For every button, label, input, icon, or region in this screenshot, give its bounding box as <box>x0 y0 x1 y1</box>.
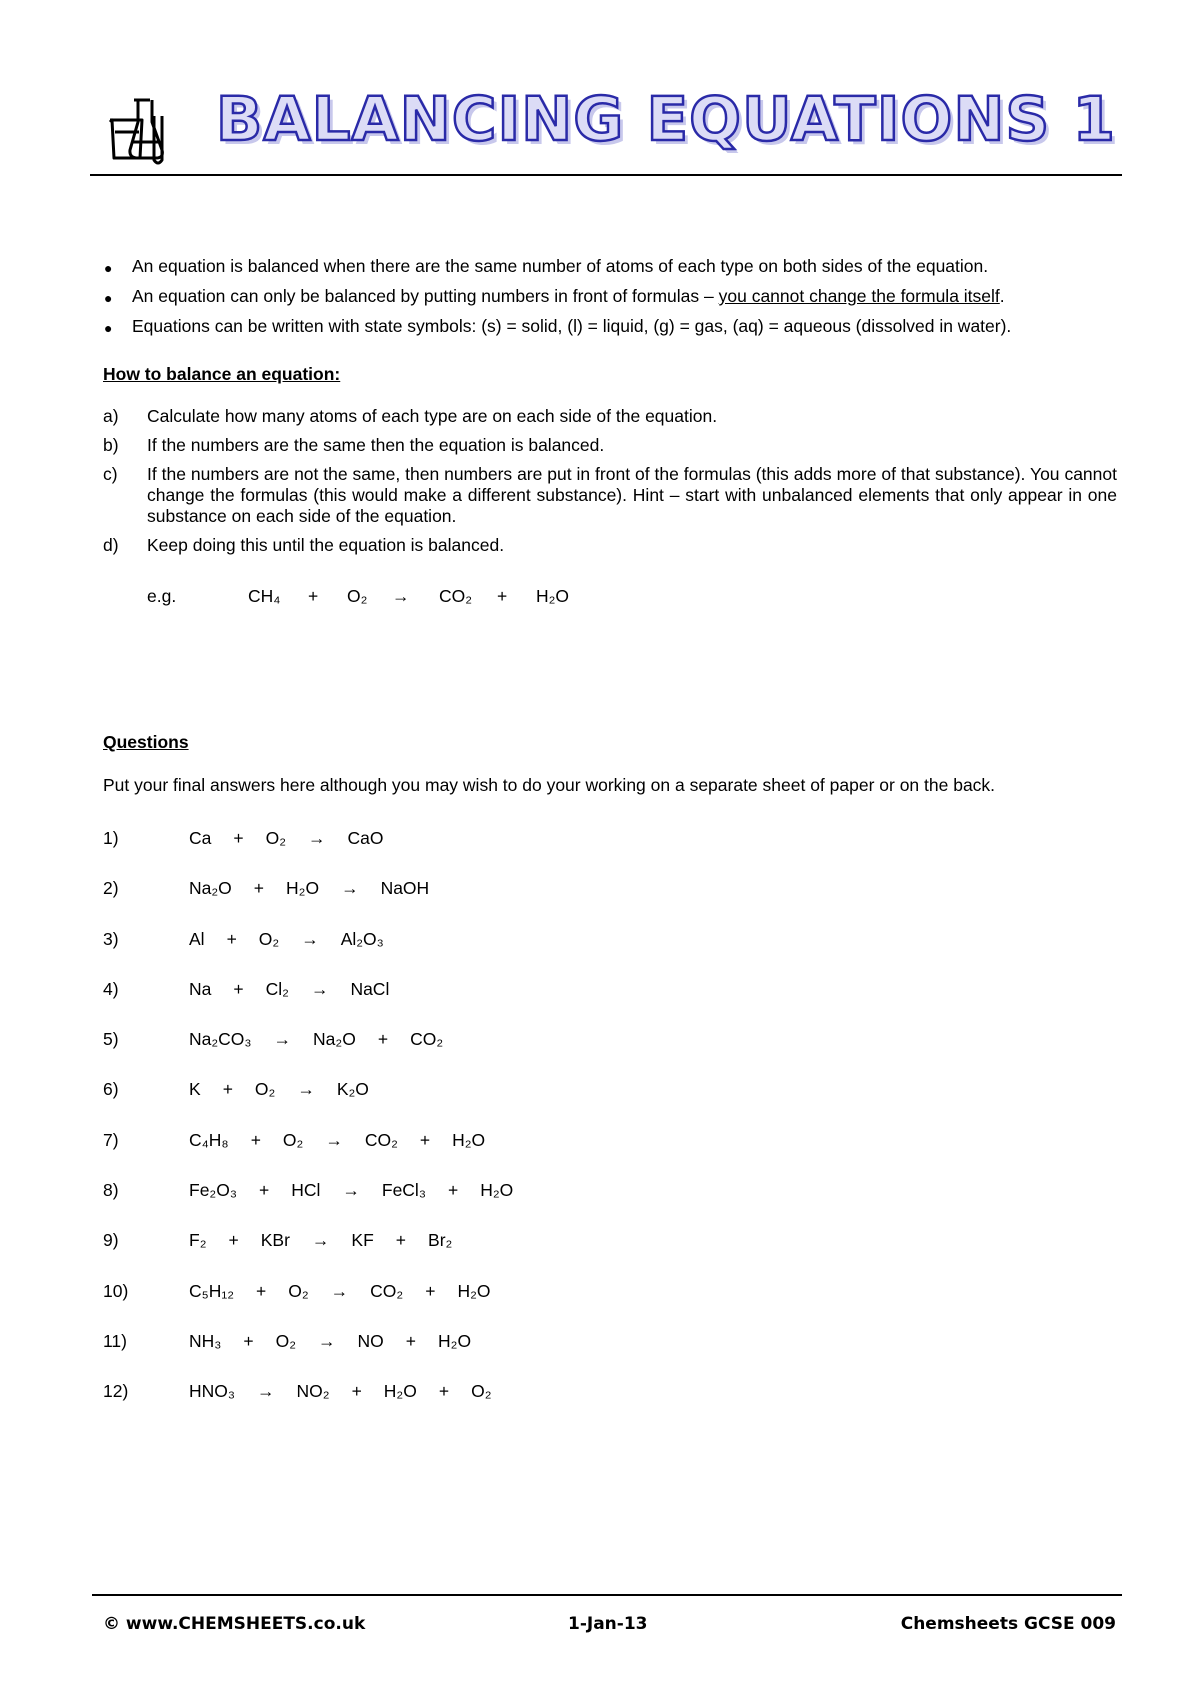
question-item <box>103 1130 803 1180</box>
formula-term: C₄H₈ <box>189 1129 229 1150</box>
formula-term: O₂ <box>258 928 280 949</box>
bullet-text-end: . <box>999 286 1005 306</box>
footer-date: 1-Jan-13 <box>568 1614 648 1634</box>
formula-term: H₂O <box>286 878 320 899</box>
reaction-arrow-icon: → <box>341 878 359 899</box>
reaction-arrow-icon: → <box>342 1180 360 1201</box>
formula-term: F₂ <box>189 1230 207 1251</box>
footer-divider <box>92 1594 1122 1596</box>
question-equation <box>189 1381 513 1402</box>
question-equation <box>189 828 406 849</box>
formula-term: NaCl <box>350 978 390 999</box>
formula-term: CO₂ <box>364 1129 398 1150</box>
formula-term: Na₂CO₃ <box>189 1029 252 1050</box>
question-number: 4) <box>103 978 119 999</box>
plus-sign: + <box>258 1180 270 1201</box>
formula-term: FeCl₃ <box>381 1180 426 1201</box>
plus-sign: + <box>447 1180 459 1201</box>
question-item <box>103 1180 803 1230</box>
reaction-arrow-icon: → <box>257 1381 275 1402</box>
example-term: + <box>497 586 508 606</box>
formula-term: NaOH <box>380 878 430 899</box>
how-to-steps <box>103 406 1117 564</box>
plus-sign: + <box>250 1129 261 1150</box>
formula-term: O₂ <box>282 1129 304 1150</box>
step-text: Keep doing this until the equation is balanced. <box>147 535 505 555</box>
question-number: 5) <box>103 1029 119 1050</box>
question-number: 8) <box>103 1180 119 1201</box>
questions-intro: Put your final answers here although you may wish to do your working on a separate sheet of paper or on the back. <box>103 775 996 795</box>
formula-term: NH₃ <box>189 1330 222 1351</box>
bullet-dot-icon: ● <box>104 320 113 336</box>
how-to-heading: How to balance an equation: <box>103 364 341 384</box>
formula-term: Al <box>189 928 205 949</box>
question-number: 2) <box>103 878 119 899</box>
step-letter: a) <box>103 406 119 426</box>
question-equation <box>189 1029 465 1050</box>
plus-sign: + <box>438 1381 450 1402</box>
formula-term: NO₂ <box>296 1381 330 1402</box>
example-term: O₂ <box>347 586 368 606</box>
formula-term: CO₂ <box>410 1029 444 1050</box>
formula-term: Na₂O <box>313 1029 356 1050</box>
question-item <box>103 1381 803 1431</box>
plus-sign: + <box>395 1230 407 1251</box>
plus-sign: + <box>228 1230 239 1251</box>
header-divider <box>90 174 1122 176</box>
plus-sign: + <box>405 1330 417 1351</box>
plus-sign: + <box>419 1129 431 1150</box>
formula-term: H₂O <box>383 1381 417 1402</box>
question-equation <box>189 1079 391 1100</box>
bullet-item <box>100 314 1120 344</box>
reaction-arrow-icon: → <box>273 1029 292 1050</box>
question-equation <box>189 929 406 950</box>
formula-term: H₂O <box>438 1330 472 1351</box>
example-term: CH₄ <box>248 586 281 606</box>
intro-bullet-list <box>100 254 1120 344</box>
question-equation <box>189 1281 513 1302</box>
formula-term: H₂O <box>452 1129 486 1150</box>
question-number: 7) <box>103 1129 119 1150</box>
question-equation <box>189 979 411 1000</box>
question-item <box>103 929 803 979</box>
plus-sign: + <box>351 1381 362 1402</box>
bullet-underlined-text: you cannot change the formula itself <box>718 286 1000 306</box>
bullet-text: An equation is balanced when there are the same number of atoms of each type on both sides of the equation. <box>132 256 989 276</box>
question-equation <box>189 1180 535 1201</box>
formula-term: NO <box>357 1330 384 1351</box>
example-label: e.g. <box>147 586 177 606</box>
formula-term: C₅H₁₂ <box>189 1280 235 1301</box>
plus-sign: + <box>243 1330 254 1351</box>
plus-sign: + <box>222 1079 233 1100</box>
question-equation <box>189 1130 507 1151</box>
formula-term: Ca <box>189 828 212 848</box>
question-item <box>103 1079 803 1129</box>
formula-term: Na <box>189 978 212 999</box>
question-number: 3) <box>103 928 119 949</box>
formula-term: Fe₂O₃ <box>189 1180 237 1201</box>
formula-term: HCl <box>291 1180 321 1201</box>
step-item <box>103 535 1117 556</box>
step-item <box>103 435 1117 456</box>
question-equation <box>189 878 451 899</box>
question-item <box>103 828 803 878</box>
bullet-dot-icon: ● <box>104 260 113 276</box>
bullet-item <box>100 254 1120 284</box>
bullet-text: An equation can only be balanced by putting numbers in front of formulas – <box>132 286 719 306</box>
question-item <box>103 979 803 1029</box>
formula-term: O₂ <box>265 828 287 848</box>
formula-term: H₂O <box>480 1180 514 1201</box>
step-item <box>103 464 1117 527</box>
reaction-arrow-icon: → <box>308 828 326 848</box>
bullet-item <box>100 284 1120 314</box>
formula-term: Al₂O₃ <box>340 928 384 949</box>
bullet-text: Equations can be written with state symbols: (s) = solid, (l) = liquid, (g) = gas, (aq) = aqueous (dissolved in water). <box>132 316 1012 336</box>
questions-heading: Questions <box>103 732 189 752</box>
formula-term: CaO <box>347 828 384 848</box>
question-item <box>103 1230 803 1280</box>
step-letter: c) <box>103 464 118 484</box>
question-item <box>103 1331 803 1381</box>
step-text: If the numbers are not the same, then numbers are put in front of the formulas (this adds more of that substance). You cannot change the formulas (this would make a different substance). Hint – start with unbalanced elements that only appear in one substance on each side of the equation. <box>147 464 1117 526</box>
reaction-arrow-icon: → <box>311 1230 330 1251</box>
formula-term: CO₂ <box>370 1280 404 1301</box>
footer-sheet-code: Chemsheets GCSE 009 <box>900 1614 1116 1634</box>
reaction-arrow-icon: → <box>301 928 319 949</box>
page-title: BALANCING EQUATIONS 1 <box>215 84 1116 155</box>
formula-term: KF <box>351 1230 374 1251</box>
question-number: 12) <box>103 1381 129 1402</box>
bullet-dot-icon: ● <box>104 290 113 306</box>
formula-term: KBr <box>260 1230 290 1251</box>
question-number: 10) <box>103 1280 129 1301</box>
step-letter: b) <box>103 435 119 455</box>
question-number: 9) <box>103 1230 119 1251</box>
question-equation <box>189 1230 474 1251</box>
reaction-arrow-icon: → <box>310 978 329 999</box>
reaction-arrow-icon: → <box>297 1079 315 1100</box>
footer-copyright: © www.CHEMSHEETS.co.uk <box>103 1614 366 1634</box>
beaker-flask-icon <box>104 94 176 166</box>
question-item <box>103 878 803 928</box>
formula-term: Na₂O <box>189 878 232 899</box>
formula-term: K <box>189 1079 201 1100</box>
example-term: H₂O <box>536 586 570 606</box>
step-letter: d) <box>103 535 119 555</box>
reaction-arrow-icon: → <box>330 1280 349 1301</box>
formula-term: Br₂ <box>428 1230 453 1251</box>
question-equation <box>189 1331 493 1352</box>
example-term: + <box>308 586 319 606</box>
formula-term: HNO₃ <box>189 1381 236 1402</box>
plus-sign: + <box>226 928 237 949</box>
plus-sign: + <box>233 828 244 848</box>
formula-term: Cl₂ <box>265 978 289 999</box>
plus-sign: + <box>256 1280 267 1301</box>
step-text: If the numbers are the same then the equation is balanced. <box>147 435 605 455</box>
example-term: CO₂ <box>439 586 473 606</box>
plus-sign: + <box>425 1280 436 1301</box>
formula-term: K₂O <box>336 1079 369 1100</box>
question-item <box>103 1029 803 1079</box>
step-text: Calculate how many atoms of each type are on each side of the equation. <box>147 406 718 426</box>
question-number: 6) <box>103 1079 119 1100</box>
formula-term: H₂O <box>457 1280 491 1301</box>
reaction-arrow-icon: → <box>325 1129 343 1150</box>
formula-term: O₂ <box>288 1280 309 1301</box>
question-list <box>103 828 803 1432</box>
plus-sign: + <box>377 1029 389 1050</box>
step-item <box>103 406 1117 427</box>
question-number: 1) <box>103 828 119 848</box>
formula-term: O₂ <box>254 1079 276 1100</box>
plus-sign: + <box>233 978 244 999</box>
question-number: 11) <box>103 1330 127 1351</box>
reaction-arrow-icon: → <box>318 1330 336 1351</box>
formula-term: O₂ <box>275 1330 297 1351</box>
formula-term: O₂ <box>471 1381 492 1402</box>
plus-sign: + <box>253 878 265 899</box>
example-term: → <box>392 586 410 606</box>
question-item <box>103 1281 803 1331</box>
